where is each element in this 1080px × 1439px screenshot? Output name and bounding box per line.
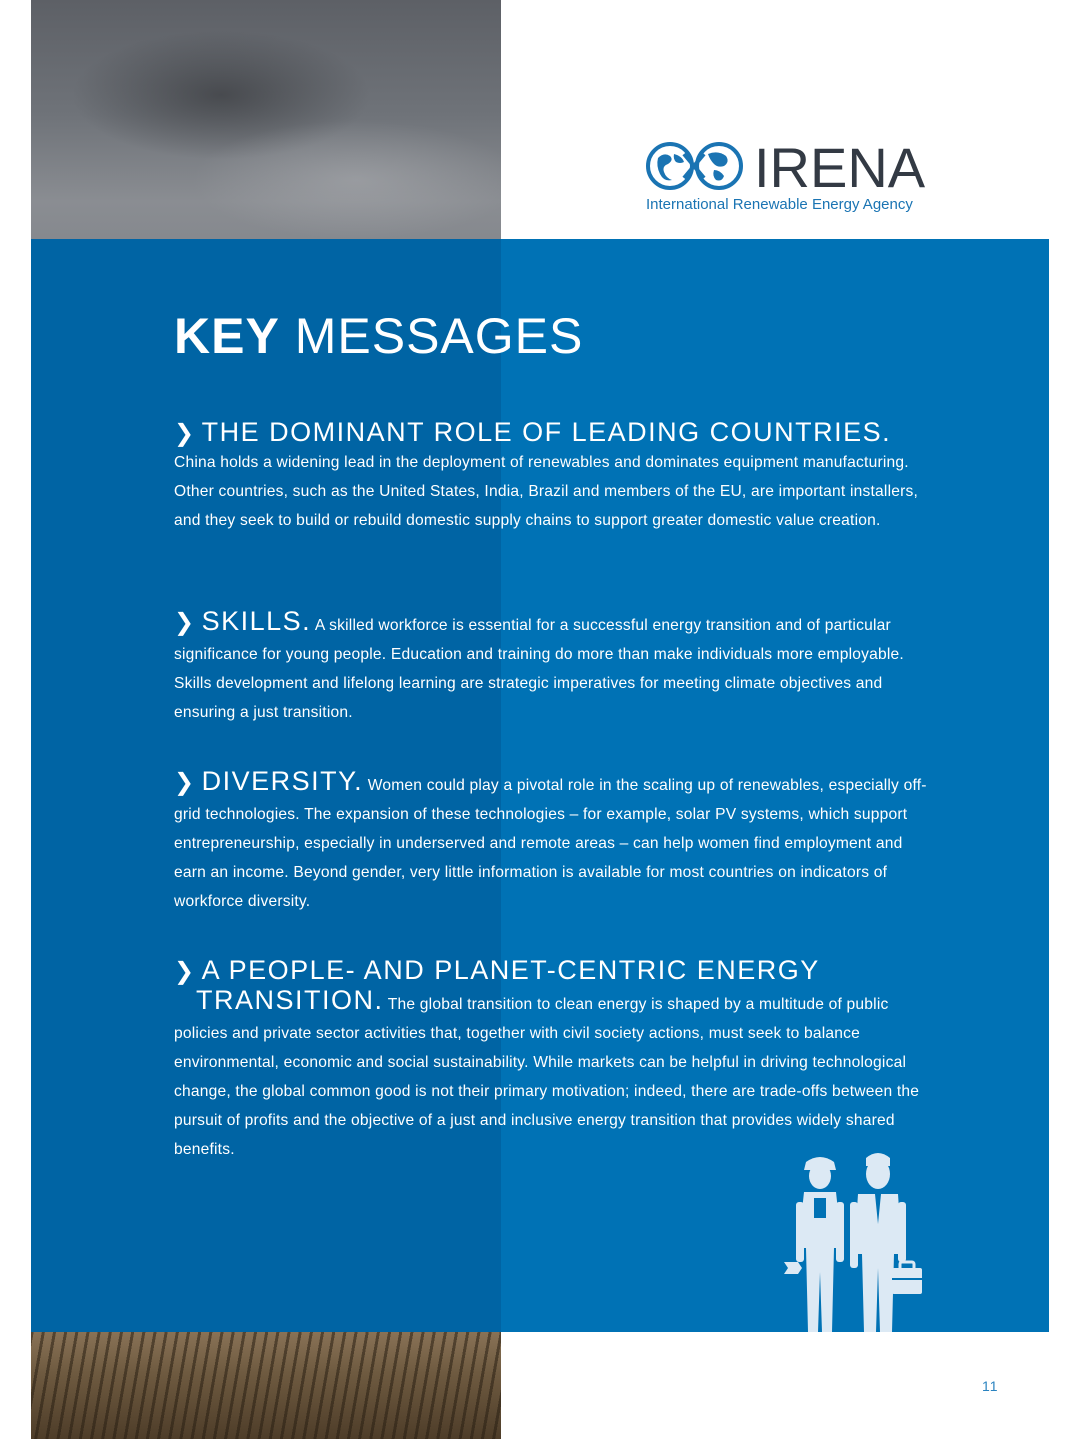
key-message-body: China holds a widening lead in the deployment of renewables and dominates equipment manufacturing. Other countries, such as the United States, India, Brazil and members of the EU, are important installers, and they seek to build or rebuild domestic supply chains to support greater domestic value creation. bbox=[174, 454, 919, 529]
key-message-heading: DIVERSITY. bbox=[201, 766, 364, 796]
logo-wordmark: IRENA bbox=[754, 136, 926, 199]
key-message-body: A skilled workforce is essential for a successful energy transition and of particular significance for young people. Education and training do more than make individuals more employable. Skills development and lifelong learning are strategic imperatives for meeting climate objectives and ensuring a just transition. bbox=[174, 617, 904, 721]
workers-illustration bbox=[776, 1150, 926, 1332]
briefcase-icon bbox=[892, 1268, 922, 1294]
photo-cloud bbox=[191, 120, 501, 240]
chevron-right-icon: ❯ bbox=[174, 609, 196, 636]
key-message-heading-line2: TRANSITION. bbox=[196, 985, 384, 1015]
wrench-icon bbox=[784, 1262, 802, 1274]
chevron-right-icon: ❯ bbox=[174, 769, 196, 796]
photo-ground bbox=[31, 1330, 501, 1439]
key-message-people-planet bbox=[174, 956, 929, 1164]
key-message-skills bbox=[174, 607, 929, 727]
key-message-heading: A PEOPLE- AND PLANET-CENTRIC ENERGY bbox=[201, 955, 820, 985]
key-message-heading: THE DOMINANT ROLE OF LEADING COUNTRIES. bbox=[201, 417, 892, 447]
key-message-diversity bbox=[174, 767, 929, 916]
page-title-light: MESSAGES bbox=[294, 308, 584, 364]
irena-logo bbox=[644, 136, 934, 220]
chevron-right-icon: ❯ bbox=[174, 420, 196, 447]
key-message-leading-countries bbox=[174, 418, 929, 535]
page-title-bold: KEY bbox=[174, 308, 280, 364]
logo-tagline: International Renewable Energy Agency bbox=[646, 196, 913, 213]
key-message-heading: SKILLS. bbox=[201, 606, 312, 636]
chevron-right-icon: ❯ bbox=[174, 958, 196, 985]
key-message-body: Women could play a pivotal role in the scaling up of renewables, especially off-grid technologies. The expansion of these technologies – for example, solar PV systems, which support entrepreneurship, especially in underserved and remote areas – can help women find employment and earn an income. Beyond gender, very little information is available for most countries on indicators of workforce diversity. bbox=[174, 777, 927, 910]
key-message-body: The global transition to clean energy is shaped by a multitude of public policies and private sector activities that, together with civil society actions, must seek to balance environmental, economic and social sustainability. While markets can be helpful in driving technological change, the global common good is not their primary motivation; indeed, there are trade-offs between the pursuit of profits and the objective of a just and inclusive energy transition that provides widely shared benefits. bbox=[174, 996, 920, 1158]
globe-infinity-icon bbox=[644, 140, 748, 194]
page-number: 11 bbox=[982, 1378, 999, 1394]
page-title bbox=[174, 306, 583, 366]
